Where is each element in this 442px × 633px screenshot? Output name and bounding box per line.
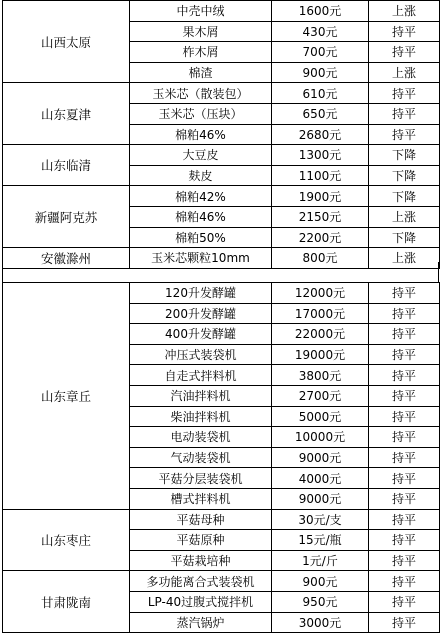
trend-cell: 下降	[369, 186, 440, 207]
product-cell: 平菇分层装袋机	[130, 468, 272, 489]
trend-cell: 上涨	[369, 1, 440, 22]
trend-cell: 持平	[369, 509, 440, 530]
region-cell: 安徽滁州	[3, 248, 130, 269]
trend-cell: 上涨	[369, 248, 440, 269]
product-cell: 200升发酵罐	[130, 303, 272, 324]
table-spacer	[2, 262, 439, 282]
price-cell: 700元	[272, 42, 369, 63]
trend-cell: 持平	[369, 124, 440, 145]
product-cell: LP-40过腹式搅拌机	[130, 591, 272, 612]
table-row	[3, 186, 440, 207]
trend-cell: 持平	[369, 612, 440, 633]
price-cell: 22000元	[272, 324, 369, 345]
product-cell: 棉粕50%	[130, 227, 272, 248]
price-cell: 15元/瓶	[272, 530, 369, 551]
price-table-equipment	[2, 282, 440, 633]
price-cell: 2680元	[272, 124, 369, 145]
product-cell: 冲压式装袋机	[130, 344, 272, 365]
trend-cell: 持平	[369, 427, 440, 448]
price-cell: 650元	[272, 103, 369, 124]
region-cell: 山东夏津	[3, 83, 130, 145]
trend-cell: 下降	[369, 227, 440, 248]
price-cell: 3000元	[272, 612, 369, 633]
product-cell: 槽式拌料机	[130, 488, 272, 509]
trend-cell: 持平	[369, 406, 440, 427]
trend-cell: 持平	[369, 591, 440, 612]
trend-cell: 持平	[369, 42, 440, 63]
price-cell: 17000元	[272, 303, 369, 324]
product-cell: 400升发酵罐	[130, 324, 272, 345]
price-cell: 9000元	[272, 447, 369, 468]
product-cell: 汽油拌料机	[130, 385, 272, 406]
table-row	[3, 283, 440, 304]
price-cell: 610元	[272, 83, 369, 104]
price-cell: 2200元	[272, 227, 369, 248]
price-cell: 1100元	[272, 165, 369, 186]
trend-cell: 持平	[369, 488, 440, 509]
trend-cell: 下降	[369, 145, 440, 166]
trend-cell: 持平	[369, 385, 440, 406]
price-cell: 1600元	[272, 1, 369, 22]
price-cell: 1900元	[272, 186, 369, 207]
price-cell: 2150元	[272, 206, 369, 227]
product-cell: 棉粕42%	[130, 186, 272, 207]
price-table-materials-body	[3, 1, 440, 269]
trend-cell: 持平	[369, 283, 440, 304]
table-row	[3, 509, 440, 530]
table-row	[3, 145, 440, 166]
trend-cell: 持平	[369, 530, 440, 551]
price-cell: 12000元	[272, 283, 369, 304]
trend-cell: 持平	[369, 83, 440, 104]
price-cell: 5000元	[272, 406, 369, 427]
trend-cell: 上涨	[369, 206, 440, 227]
product-cell: 平菇原种	[130, 530, 272, 551]
product-cell: 平菇栽培种	[130, 550, 272, 571]
price-cell: 19000元	[272, 344, 369, 365]
price-cell: 2700元	[272, 385, 369, 406]
price-cell: 430元	[272, 21, 369, 42]
trend-cell: 下降	[369, 165, 440, 186]
table-row	[3, 1, 440, 22]
price-cell: 3800元	[272, 365, 369, 386]
product-cell: 玉米芯（压块）	[130, 103, 272, 124]
trend-cell: 持平	[369, 447, 440, 468]
product-cell: 玉米芯颗粒10mm	[130, 248, 272, 269]
price-table-equipment-body	[3, 283, 440, 633]
product-cell: 果木屑	[130, 21, 272, 42]
product-cell: 大豆皮	[130, 145, 272, 166]
trend-cell: 持平	[369, 365, 440, 386]
price-cell: 1元/斤	[272, 550, 369, 571]
trend-cell: 持平	[369, 550, 440, 571]
product-cell: 自走式拌料机	[130, 365, 272, 386]
product-cell: 蒸汽锅炉	[130, 612, 272, 633]
region-cell: 山西太原	[3, 1, 130, 83]
trend-cell: 上涨	[369, 62, 440, 83]
price-cell: 4000元	[272, 468, 369, 489]
region-cell: 山东临清	[3, 145, 130, 186]
trend-cell: 持平	[369, 21, 440, 42]
price-cell: 950元	[272, 591, 369, 612]
trend-cell: 持平	[369, 324, 440, 345]
product-cell: 玉米芯（散装包）	[130, 83, 272, 104]
table-row	[3, 571, 440, 592]
product-cell: 中壳中绒	[130, 1, 272, 22]
price-cell: 9000元	[272, 488, 369, 509]
region-cell: 山东章丘	[3, 283, 130, 510]
price-cell: 30元/支	[272, 509, 369, 530]
product-cell: 多功能离合式装袋机	[130, 571, 272, 592]
trend-cell: 持平	[369, 468, 440, 489]
trend-cell: 持平	[369, 344, 440, 365]
table-row	[3, 83, 440, 104]
price-cell: 800元	[272, 248, 369, 269]
price-table-materials	[2, 0, 440, 269]
product-cell: 气动装袋机	[130, 447, 272, 468]
price-cell: 900元	[272, 62, 369, 83]
price-cell: 10000元	[272, 427, 369, 448]
trend-cell: 持平	[369, 571, 440, 592]
product-cell: 麸皮	[130, 165, 272, 186]
price-cell: 1300元	[272, 145, 369, 166]
region-cell: 甘肃陇南	[3, 571, 130, 633]
trend-cell: 持平	[369, 303, 440, 324]
product-cell: 棉渣	[130, 62, 272, 83]
product-cell: 柞木屑	[130, 42, 272, 63]
region-cell: 山东枣庄	[3, 509, 130, 571]
region-cell: 新疆阿克苏	[3, 186, 130, 248]
trend-cell: 持平	[369, 103, 440, 124]
product-cell: 棉粕46%	[130, 124, 272, 145]
price-cell: 900元	[272, 571, 369, 592]
product-cell: 120升发酵罐	[130, 283, 272, 304]
product-cell: 电动装袋机	[130, 427, 272, 448]
product-cell: 棉粕46%	[130, 206, 272, 227]
product-cell: 平菇母种	[130, 509, 272, 530]
product-cell: 柴油拌料机	[130, 406, 272, 427]
